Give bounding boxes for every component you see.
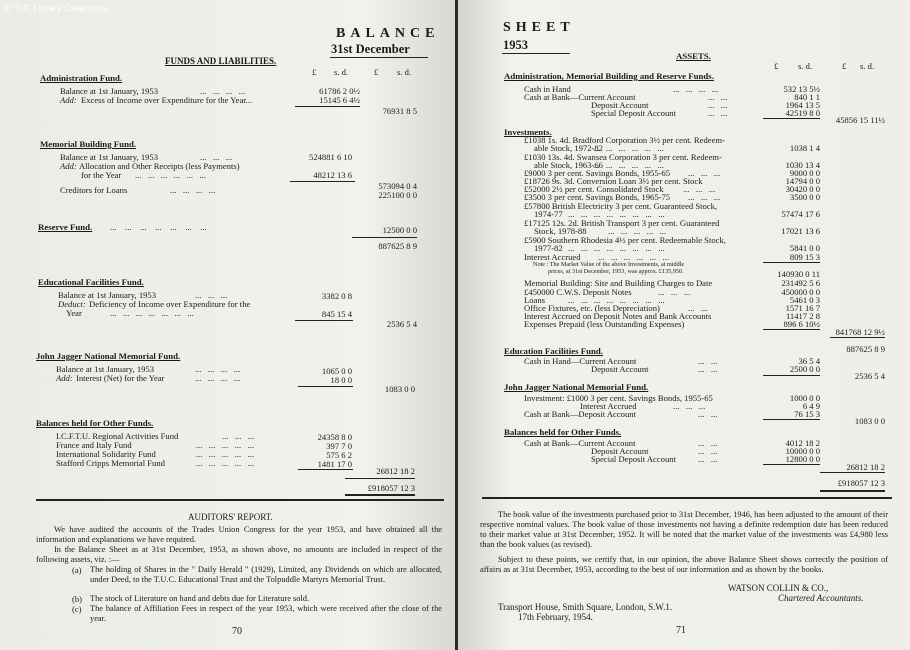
others-item-value: 24358 8 0: [317, 432, 352, 442]
certification-paragraph: Subject to these points, we certify that, in our opinion, the above Balance Sheet shows correctly the position of affairs as at 31st December, 1953, according to the best of our information and as shown by the books.: [480, 555, 888, 574]
auditors-c: The balance of Affiliation Fees in respect of the year 1953, which were received after the close of the year.: [90, 604, 442, 623]
carried-total: 887625 8 9: [846, 344, 885, 354]
right-page: [458, 0, 910, 650]
jj-bank: Cash at Bank—Deposit Account: [524, 409, 636, 419]
jagger-heading: John Jagger National Memorial Fund.: [36, 351, 181, 361]
reserve-carried: 887625 8 9: [378, 241, 417, 251]
edu-heading: Educational Facilities Fund.: [38, 277, 144, 287]
dot-leader: ... ... ... ... ... ... ...: [110, 222, 207, 232]
dot-leader: ... ... ... ... ...: [196, 458, 255, 468]
inv-value: 1030 13 4: [785, 160, 820, 170]
inv-line: £5900 Southern Rhodesia 4½ per cent. Redeemable Stock,: [524, 235, 726, 245]
dot-leader: ... ... ... ... ...: [608, 226, 667, 236]
inv-value: 9000 0 0: [789, 168, 820, 178]
section-heading: FUNDS AND LIABILITIES.: [165, 56, 277, 66]
dot-leader: ... ... ...: [658, 287, 691, 297]
jj-investment: Investment: £1000 3 per cent. Savings Bonds, 1955-65: [524, 393, 713, 403]
oth-special-value: 12800 0 0: [785, 454, 820, 464]
jj-bank-value: 76 15 3: [794, 409, 820, 419]
jj-assets-heading: John Jagger National Memorial Fund.: [504, 382, 649, 392]
cash-hand: Cash in Hand: [524, 84, 571, 94]
title-year: 1953: [503, 38, 528, 52]
cws-notes: £450000 C.W.S. Deposit Notes: [524, 287, 632, 297]
edu-cash-value: 36 5 4: [798, 356, 820, 366]
others-heading: Balances held for Other Funds.: [36, 418, 154, 428]
interest-accrued-value: 809 15 3: [789, 252, 820, 262]
dot-leader: ... ...: [698, 364, 718, 374]
cash-bank-value: 840 1 1: [794, 92, 820, 102]
dot-leader: ... ...: [698, 356, 718, 366]
title-date: 31st December: [331, 42, 410, 56]
rule: [295, 106, 360, 107]
inv-line: £52000 2½ per cent. Consolidated Stock: [524, 184, 664, 194]
memorial-line2b: for the Year: [81, 170, 122, 180]
jagger-line1: Balance at 1st January, 1953: [56, 364, 155, 374]
title-balance: BALANCE: [336, 26, 440, 41]
oth-current-value: 4012 18 2: [785, 438, 820, 448]
dot-leader: ... ...: [708, 108, 728, 118]
col-sd-1: s. d.: [798, 61, 813, 71]
interest-accrued: Interest Accrued: [524, 252, 581, 262]
auditors-p2: In the Balance Sheet as at 31st December, 1953, as shown above, no amounts are included in respect of the following assets, viz. :—: [36, 545, 442, 564]
inv-value: 30420 0 0: [785, 184, 820, 194]
dot-leader: ... ...: [688, 303, 708, 313]
auditors-p1: We have audited the accounts of the Trades Union Congress for the year 1953, and have obtained all the information and explanations we have required.: [36, 525, 442, 544]
loans-value: 5461 0 3: [789, 295, 820, 305]
oth-special: Special Deposit Account: [591, 454, 676, 464]
office-fixtures-value: 1571 16 7: [785, 303, 820, 313]
dot-leader: ... ...: [708, 100, 728, 110]
rule: [830, 337, 885, 338]
inv-value: 17021 13 6: [781, 226, 820, 236]
interest-deposit: Interest Accrued on Deposit Notes and Bank Accounts: [524, 311, 712, 321]
inv-line: £57800 British Electricity 3 per cent. Guaranteed Stock,: [524, 201, 718, 211]
cash-total: 45856 15 11½: [835, 115, 885, 125]
rule: [352, 237, 417, 238]
inv-line: £17125 12s. 2d. British Transport 3 per cent. Guaranteed: [524, 218, 720, 228]
others-item: France and Italy Fund: [56, 440, 132, 450]
edu-line2: Deficiency of Income over Expenditure for the: [89, 299, 251, 309]
page-number-right: 71: [676, 625, 686, 636]
cws-notes-value: 450000 0 0: [781, 287, 820, 297]
memorial-creditors-value: 225100 0 0: [378, 190, 417, 200]
oth-deposit: Deposit Account: [591, 446, 649, 456]
cash-hand-value: 532 13 5½: [783, 84, 820, 94]
edu-deduct: Deduct:: [58, 299, 86, 309]
rule: [345, 478, 415, 479]
grand-total-left: £918057 12 3: [367, 483, 415, 493]
expenses-prepaid: Expenses Prepaid (less Outstanding Expenses): [524, 319, 685, 329]
inv-line: £1030 13s. 4d. Swansea Corporation 3 per cent. Redeem-: [524, 152, 722, 162]
rule: [763, 262, 820, 263]
jj-assets-total: 1083 0 0: [854, 416, 885, 426]
memorial-line1-value: 524881 6 10: [309, 152, 352, 162]
dot-leader: ... ... ...: [222, 431, 255, 441]
others-item: Stafford Cripps Memorial Fund: [56, 458, 165, 468]
dot-leader: ... ...: [698, 454, 718, 464]
others-item-value: 575 6 2: [326, 450, 352, 460]
inv-line: able Stock, 1972-82: [534, 143, 603, 153]
dot-leader: ... ... ... ...: [195, 373, 241, 383]
admin-line2-value: 15145 6 4½: [319, 95, 360, 105]
dot-leader: ... ...: [698, 446, 718, 456]
edu-assets-heading: Education Facilities Fund.: [504, 346, 603, 356]
memorial-building-value: 231492 5 6: [781, 278, 820, 288]
jj-interest: Interest Accrued: [580, 401, 637, 411]
admin-add: Add:: [60, 95, 77, 105]
auditors-a-mark: (a): [72, 565, 82, 575]
deposit-value: 1964 13 5: [785, 100, 820, 110]
memorial-building: Memorial Building: Site and Building Charges to Date: [524, 278, 713, 288]
special-deposit: Special Deposit Account: [591, 108, 676, 118]
firm-title: Chartered Accountants.: [778, 593, 864, 603]
dot-leader: ... ... ...: [195, 290, 228, 300]
jagger-line2: Interest (Net) for the Year: [76, 373, 165, 383]
title-sheet: SHEET: [503, 20, 575, 35]
interest-deposit-value: 11417 2 8: [785, 311, 820, 321]
edu-cash: Cash in Hand—Current Account: [524, 356, 637, 366]
dot-leader: ... ... ... ... ...: [196, 440, 255, 450]
inv-line: 1977-82: [534, 243, 563, 253]
subtotal: 841768 12 9½: [835, 327, 885, 337]
market-note-2: prices, at 31st December, 1953, was approx. £135,950.: [548, 268, 684, 275]
special-deposit-value: 42519 8 0: [785, 108, 820, 118]
memorial-line2: Allocation and Other Receipts (less Payments): [79, 161, 240, 171]
auditors-c-mark: (c): [72, 604, 82, 614]
cash-bank: Cash at Bank—Current Account: [524, 92, 636, 102]
grand-total-right: £918057 12 3: [837, 478, 885, 488]
dot-leader: ... ... ...: [688, 192, 721, 202]
others-item-value: 397 7 0: [326, 441, 352, 451]
dot-leader: ... ... ...: [673, 401, 706, 411]
inv-line: £18726 9s. 3d. Conversion Loan 3½ per cent. Stock: [524, 176, 703, 186]
rule: [763, 464, 820, 465]
edu-assets-total: 2536 5 4: [854, 371, 885, 381]
admin-heading: Administration Fund.: [40, 73, 123, 83]
auditors-b-mark: (b): [72, 594, 83, 604]
edu-line1-value: 3382 0 8: [321, 291, 352, 301]
valuation-paragraph: The book value of the investments purchased prior to 31st December, 1946, has been adjusted to the amount of their respective nominal values. The book value of those investments not having a definite redemption date has been reduced to their market value at 31st December, 1952. It will be noted that the market value of the investments was £4,980 less than the book values (as revised).: [480, 510, 888, 549]
section-heading: ASSETS.: [676, 51, 711, 61]
inv-line: Stock, 1978-88: [534, 226, 587, 236]
rule: [763, 375, 820, 376]
dot-leader: ... ... ...: [200, 152, 233, 162]
memorial-creditors: Creditors for Loans: [60, 185, 128, 195]
jagger-add: Add:: [56, 373, 73, 383]
jagger-line1-value: 1065 0 0: [321, 366, 352, 376]
dot-leader: ... ...: [698, 438, 718, 448]
col-pounds-1: £: [774, 61, 779, 71]
edu-deposit-value: 2500 0 0: [789, 364, 820, 374]
edu-line2b: Year: [66, 308, 82, 318]
investments-heading: Investments.: [504, 127, 552, 137]
firm-name: WATSON COLLIN & CO.,: [728, 583, 829, 593]
rule: [763, 118, 820, 119]
dot-leader: ... ... ... ... ... ... ... ...: [568, 295, 665, 305]
auditors-a: The holding of Shares in the " Daily Herald " (1929), Limited, any Dividends on which are allocated, under Deed, to the T.U.C. Educational Trust and the Tolpuddle Martyrs Memorial Trust.: [90, 565, 442, 584]
dot-leader: ... ... ... ...: [200, 86, 246, 96]
admin-line2: Excess of Income over Expenditure for the Year...: [81, 95, 253, 105]
inv-line: able Stock, 1963-66: [534, 160, 603, 170]
memorial-line1: Balance at 1st January, 1953: [60, 152, 159, 162]
dot-leader: ... ... ... ...: [170, 185, 216, 195]
auditors-title: AUDITORS' REPORT.: [188, 512, 273, 522]
inv-line: 1974-77: [534, 209, 563, 219]
oth-deposit-value: 10000 0 0: [785, 446, 820, 456]
inv-value: 3500 0 0: [789, 192, 820, 202]
watermark: © TUC Library Collections: [4, 4, 108, 13]
others-item: I.C.F.T.U. Regional Activities Fund: [56, 431, 179, 441]
double-rule: [820, 490, 885, 492]
admin-line1-value: 61786 2 0½: [319, 86, 360, 96]
memorial-subtotal: 573094 0 4: [378, 181, 417, 191]
memorial-line2-value: 48212 13 6: [313, 170, 352, 180]
reserve-heading: Reserve Fund.: [38, 222, 93, 232]
auditors-b: The stock of Literature on hand and debts due for Literature sold.: [90, 594, 310, 603]
date: 17th February, 1954.: [518, 612, 593, 622]
col-pounds-2: £: [374, 67, 379, 77]
dot-leader: ... ... ... ...: [673, 84, 719, 94]
dot-leader: ... ... ... ... ...: [196, 449, 255, 459]
dot-leader: ... ... ... ... ... ... ... ...: [568, 209, 665, 219]
deposit: Deposit Account: [591, 100, 649, 110]
admin-line1: Balance at 1st January, 1953: [60, 86, 159, 96]
inv-value: 5841 0 0: [789, 243, 820, 253]
col-pounds-2: £: [842, 61, 847, 71]
admin-assets-heading: Administration, Memorial Building and Reserve Funds.: [504, 71, 714, 81]
others-item-value: 1481 17 0: [317, 459, 352, 469]
rule: [763, 419, 820, 420]
inv-value: 14794 0 0: [785, 176, 820, 186]
expenses-prepaid-value: 896 6 10½: [783, 319, 820, 329]
divider: [482, 497, 892, 499]
title-underline: [330, 57, 428, 58]
col-pounds-1: £: [312, 67, 317, 77]
oth-assets-total: 26812 18 2: [846, 462, 885, 472]
edu-total: 2536 5 4: [386, 319, 417, 329]
jagger-total: 1083 0 0: [384, 384, 415, 394]
col-sd-2: s. d.: [860, 61, 875, 71]
edu-line2-value: 845 15 4: [321, 309, 352, 319]
jj-interest-value: 6 4 9: [802, 401, 820, 411]
col-sd-1: s. d.: [334, 67, 349, 77]
dot-leader: ... ... ... ...: [195, 364, 241, 374]
others-total: 26812 18 2: [376, 466, 415, 476]
memorial-add: Add:: [60, 161, 77, 171]
inv-line: £9000 3 per cent. Savings Bonds, 1955-65: [524, 168, 671, 178]
dot-leader: ... ... ... ... ... ...: [135, 170, 206, 180]
dot-leader: ... ... ... ... ... ...: [593, 160, 664, 170]
inv-line: £1038 1s. 4d. Bradford Corporation 3½ per cent. Redeem-: [524, 135, 725, 145]
reserve-value: 12500 0 0: [382, 225, 417, 235]
divider: [36, 499, 444, 501]
inv-value: 1038 1 4: [789, 143, 820, 153]
address: Transport House, Smith Square, London, S.W.1.: [498, 602, 673, 612]
double-rule: [345, 494, 415, 496]
loans: Loans: [524, 295, 546, 305]
jj-investment-value: 1000 0 0: [789, 393, 820, 403]
edu-line1: Balance at 1st January, 1953: [58, 290, 157, 300]
page-number-left: 70: [232, 626, 242, 637]
dot-leader: ... ... ... ... ... ...: [598, 252, 669, 262]
dot-leader: ... ... ... ... ... ... ... ...: [568, 243, 665, 253]
others-item: International Solidarity Fund: [56, 449, 156, 459]
jagger-line2-value: 18 0 0: [330, 375, 352, 385]
edu-deposit: Deposit Account: [591, 364, 649, 374]
oth-current: Cash at Bank—Current Account: [524, 438, 636, 448]
col-sd-2: s. d.: [397, 67, 412, 77]
inv-value: 57474 17 6: [781, 209, 820, 219]
memorial-heading: Memorial Building Fund.: [40, 139, 137, 149]
oth-assets-heading: Balances held for Other Funds.: [504, 427, 622, 437]
title-underline: [502, 53, 570, 54]
dot-leader: ... ...: [708, 92, 728, 102]
admin-total: 76931 8 5: [382, 106, 417, 116]
market-note-1: Note : The Market Value of the above Investments, at middle: [533, 261, 685, 268]
dot-leader: ... ... ...: [688, 168, 721, 178]
dot-leader: ... ... ...: [683, 184, 716, 194]
investments-total: 140930 0 11: [777, 269, 820, 279]
dot-leader: ... ... ... ... ... ...: [593, 143, 664, 153]
dot-leader: ... ... ... ... ... ... ...: [110, 308, 194, 318]
dot-leader: ... ...: [698, 409, 718, 419]
office-fixtures: Office Fixtures, etc. (less Depreciation): [524, 303, 660, 313]
inv-line: £3500 3 per cent. Savings Bonds, 1965-75: [524, 192, 671, 202]
rule: [820, 472, 885, 473]
